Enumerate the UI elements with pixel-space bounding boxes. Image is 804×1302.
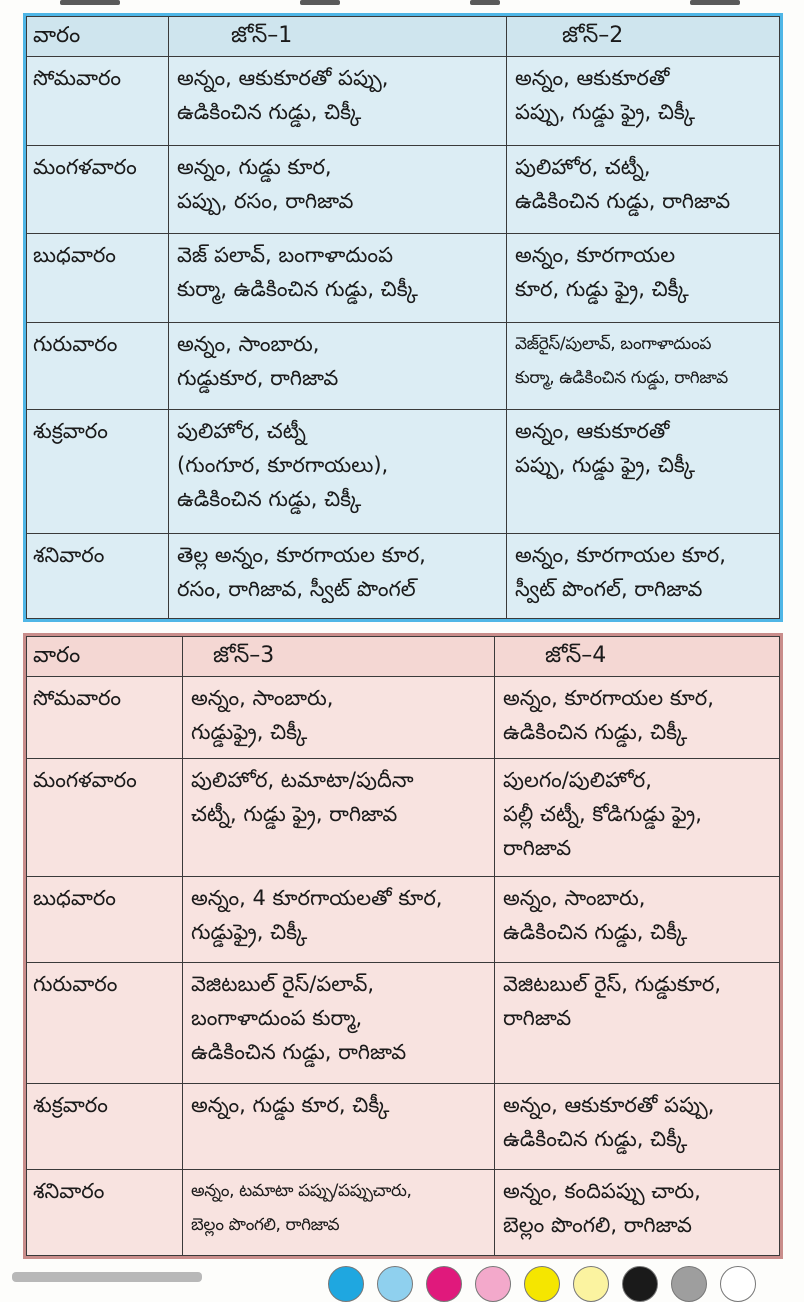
table-row [27,409,780,534]
menu-text: పులగం/పులిహోర, పల్లీ చట్నీ, కోడిగుడ్డు ఫ్రై, రాగిజావ [503,768,702,861]
zone-1-cell [169,234,507,323]
color-swatch [328,1266,364,1302]
menu-text: అన్నం, ఆకుకూరతో పప్పు, గుడ్డు ఫ్రై, చిక్కీ [515,66,696,124]
gray-bar [12,1272,202,1282]
menu-text: పులిహోర, టమాటా/పుదీనా చట్నీ, గుడ్డు ఫ్రై, రాగిజావ [191,768,414,827]
day-cell: శుక్రవారం [27,1083,183,1169]
menu-text: వెజ్‌రైస్/పులావ్, బంగాళాదుంప కుర్మా, ఉడికించిన గుడ్డు, రాగిజావ [515,334,728,389]
color-swatch [475,1266,511,1302]
day-cell: గురువారం [27,323,169,410]
menu-text: తెల్ల అన్నం, కూరగాయల కూర, రసం, రాగిజావ, స్వీట్ పొంగల్ [177,543,426,602]
header-zone-3: జోన్–3 [183,637,495,677]
day-cell: మంగళవారం [27,145,169,234]
zone-1-cell [169,534,507,619]
header-zone-1: జోన్–1 [169,17,507,57]
zone-3-cell [183,963,495,1083]
menu-text: వెజిటబుల్ రైస్/పలావ్, బంగాళాదుంప కుర్మా, ఉడికించిన గుడ్డు, రాగిజావ [191,972,407,1065]
zone-1-cell [169,409,507,534]
table-header-row [27,637,780,677]
table-row [27,57,780,146]
table-row [27,323,780,410]
day-cell: శనివారం [27,1169,183,1255]
top-crop-edge [0,0,804,12]
table-row [27,1083,780,1169]
zone-2-cell [507,57,780,146]
header-zone-2: జోన్–2 [507,17,780,57]
zone-2-cell [507,409,780,534]
menu-text: అన్నం, కూరగాయల కూర, స్వీట్ పొంగల్, రాగిజావ [515,543,726,602]
zone-3-cell [183,877,495,963]
menu-text: అన్నం, గుడ్డు కూర, చిక్కీ [191,1092,390,1117]
table-header-row [27,17,780,57]
zone-2-cell [507,145,780,234]
menu-text: వెజ్ పలావ్, బంగాళాదుంప కుర్మా, ఉడికించిన గుడ్డు, చిక్కీ [177,243,418,302]
color-swatch [524,1266,560,1302]
menu-text: అన్నం, సాంబారు, గుడ్డుకూర, రాగిజావ [177,332,339,391]
day-cell: సోమవారం [27,677,183,759]
zone-3-cell [183,759,495,877]
zone-4-cell [495,877,780,963]
color-swatch [622,1266,658,1302]
table-row [27,677,780,759]
table-row [27,877,780,963]
menu-text: పులిహోర, చట్నీ (గుంగూర, కూరగాయలు), ఉడికించిన గుడ్డు, చిక్కీ [177,418,389,511]
day-cell: బుధవారం [27,877,183,963]
color-swatch [671,1266,707,1302]
zone-1-cell [169,145,507,234]
zone-2-cell [507,323,780,410]
day-cell: మంగళవారం [27,759,183,877]
color-swatch [377,1266,413,1302]
day-cell: శుక్రవారం [27,409,169,534]
zone-4-cell [495,1083,780,1169]
table-row [27,759,780,877]
print-color-swatches [0,1262,804,1280]
menu-text: అన్నం, సాంబారు, ఉడికించిన గుడ్డు, చిక్కీ [503,886,688,945]
zone-2-cell [507,234,780,323]
menu-table-zones-3-4 [26,636,780,1256]
menu-text: అన్నం, సాంబారు, గుడ్డుఫ్రై, చిక్కీ [191,686,334,744]
zone-4-cell [495,1169,780,1255]
menu-text: అన్నం, ఆకుకూరతో పప్పు, ఉడికించిన గుడ్డు, చిక్కీ [177,66,389,124]
menu-text: పులిహోర, చట్నీ, ఉడికించిన గుడ్డు, రాగిజావ [515,154,731,213]
table-row [27,534,780,619]
menu-text: వెజిటబుల్ రైస్, గుడ్డుకూర, రాగిజావ [503,972,722,1031]
menu-text: అన్నం, 4 కూరగాయలతో కూర, గుడ్డుఫ్రై, చిక్కీ [191,886,443,945]
header-zone-4: జోన్–4 [495,637,780,677]
day-cell: గురువారం [27,963,183,1083]
zone-1-cell [169,57,507,146]
table-row [27,963,780,1083]
menu-text: అన్నం, కూరగాయల కూర, గుడ్డు ఫ్రై, చిక్కీ [515,243,689,302]
header-week: వారం [27,17,169,57]
menu-text: అన్నం, కూరగాయల కూర, ఉడికించిన గుడ్డు, చిక్కీ [503,686,714,744]
zone-3-cell [183,1169,495,1255]
table-row [27,1169,780,1255]
table-row [27,145,780,234]
day-cell: శనివారం [27,534,169,619]
color-swatch [426,1266,462,1302]
zone-3-cell [183,1083,495,1169]
menu-text: అన్నం, కందిపప్పు చారు, బెల్లం పొంగలి, రాగిజావ [503,1178,701,1237]
zone-2-cell [507,534,780,619]
header-week: వారం [27,637,183,677]
menu-table-zones-1-2 [26,16,780,619]
zone-1-cell [169,323,507,410]
zone-3-cell [183,677,495,759]
menu-text: అన్నం, ఆకుకూరతో పప్పు, గుడ్డు ఫ్రై, చిక్కీ [515,418,696,477]
menu-text: అన్నం, గుడ్డు కూర, పప్పు, రసం, రాగిజావ [177,154,354,213]
day-cell: సోమవారం [27,57,169,146]
color-swatch [573,1266,609,1302]
zone-4-cell [495,963,780,1083]
zone-4-cell [495,759,780,877]
zone-4-cell [495,677,780,759]
color-swatch [720,1266,756,1302]
day-cell: బుధవారం [27,234,169,323]
table-row [27,234,780,323]
menu-text: అన్నం, టమాటా పప్పు/పప్పుచారు, బెల్లం పొంగలి, రాగిజావ [191,1180,412,1235]
menu-text: అన్నం, ఆకుకూరతో పప్పు, ఉడికించిన గుడ్డు, చిక్కీ [503,1092,715,1151]
